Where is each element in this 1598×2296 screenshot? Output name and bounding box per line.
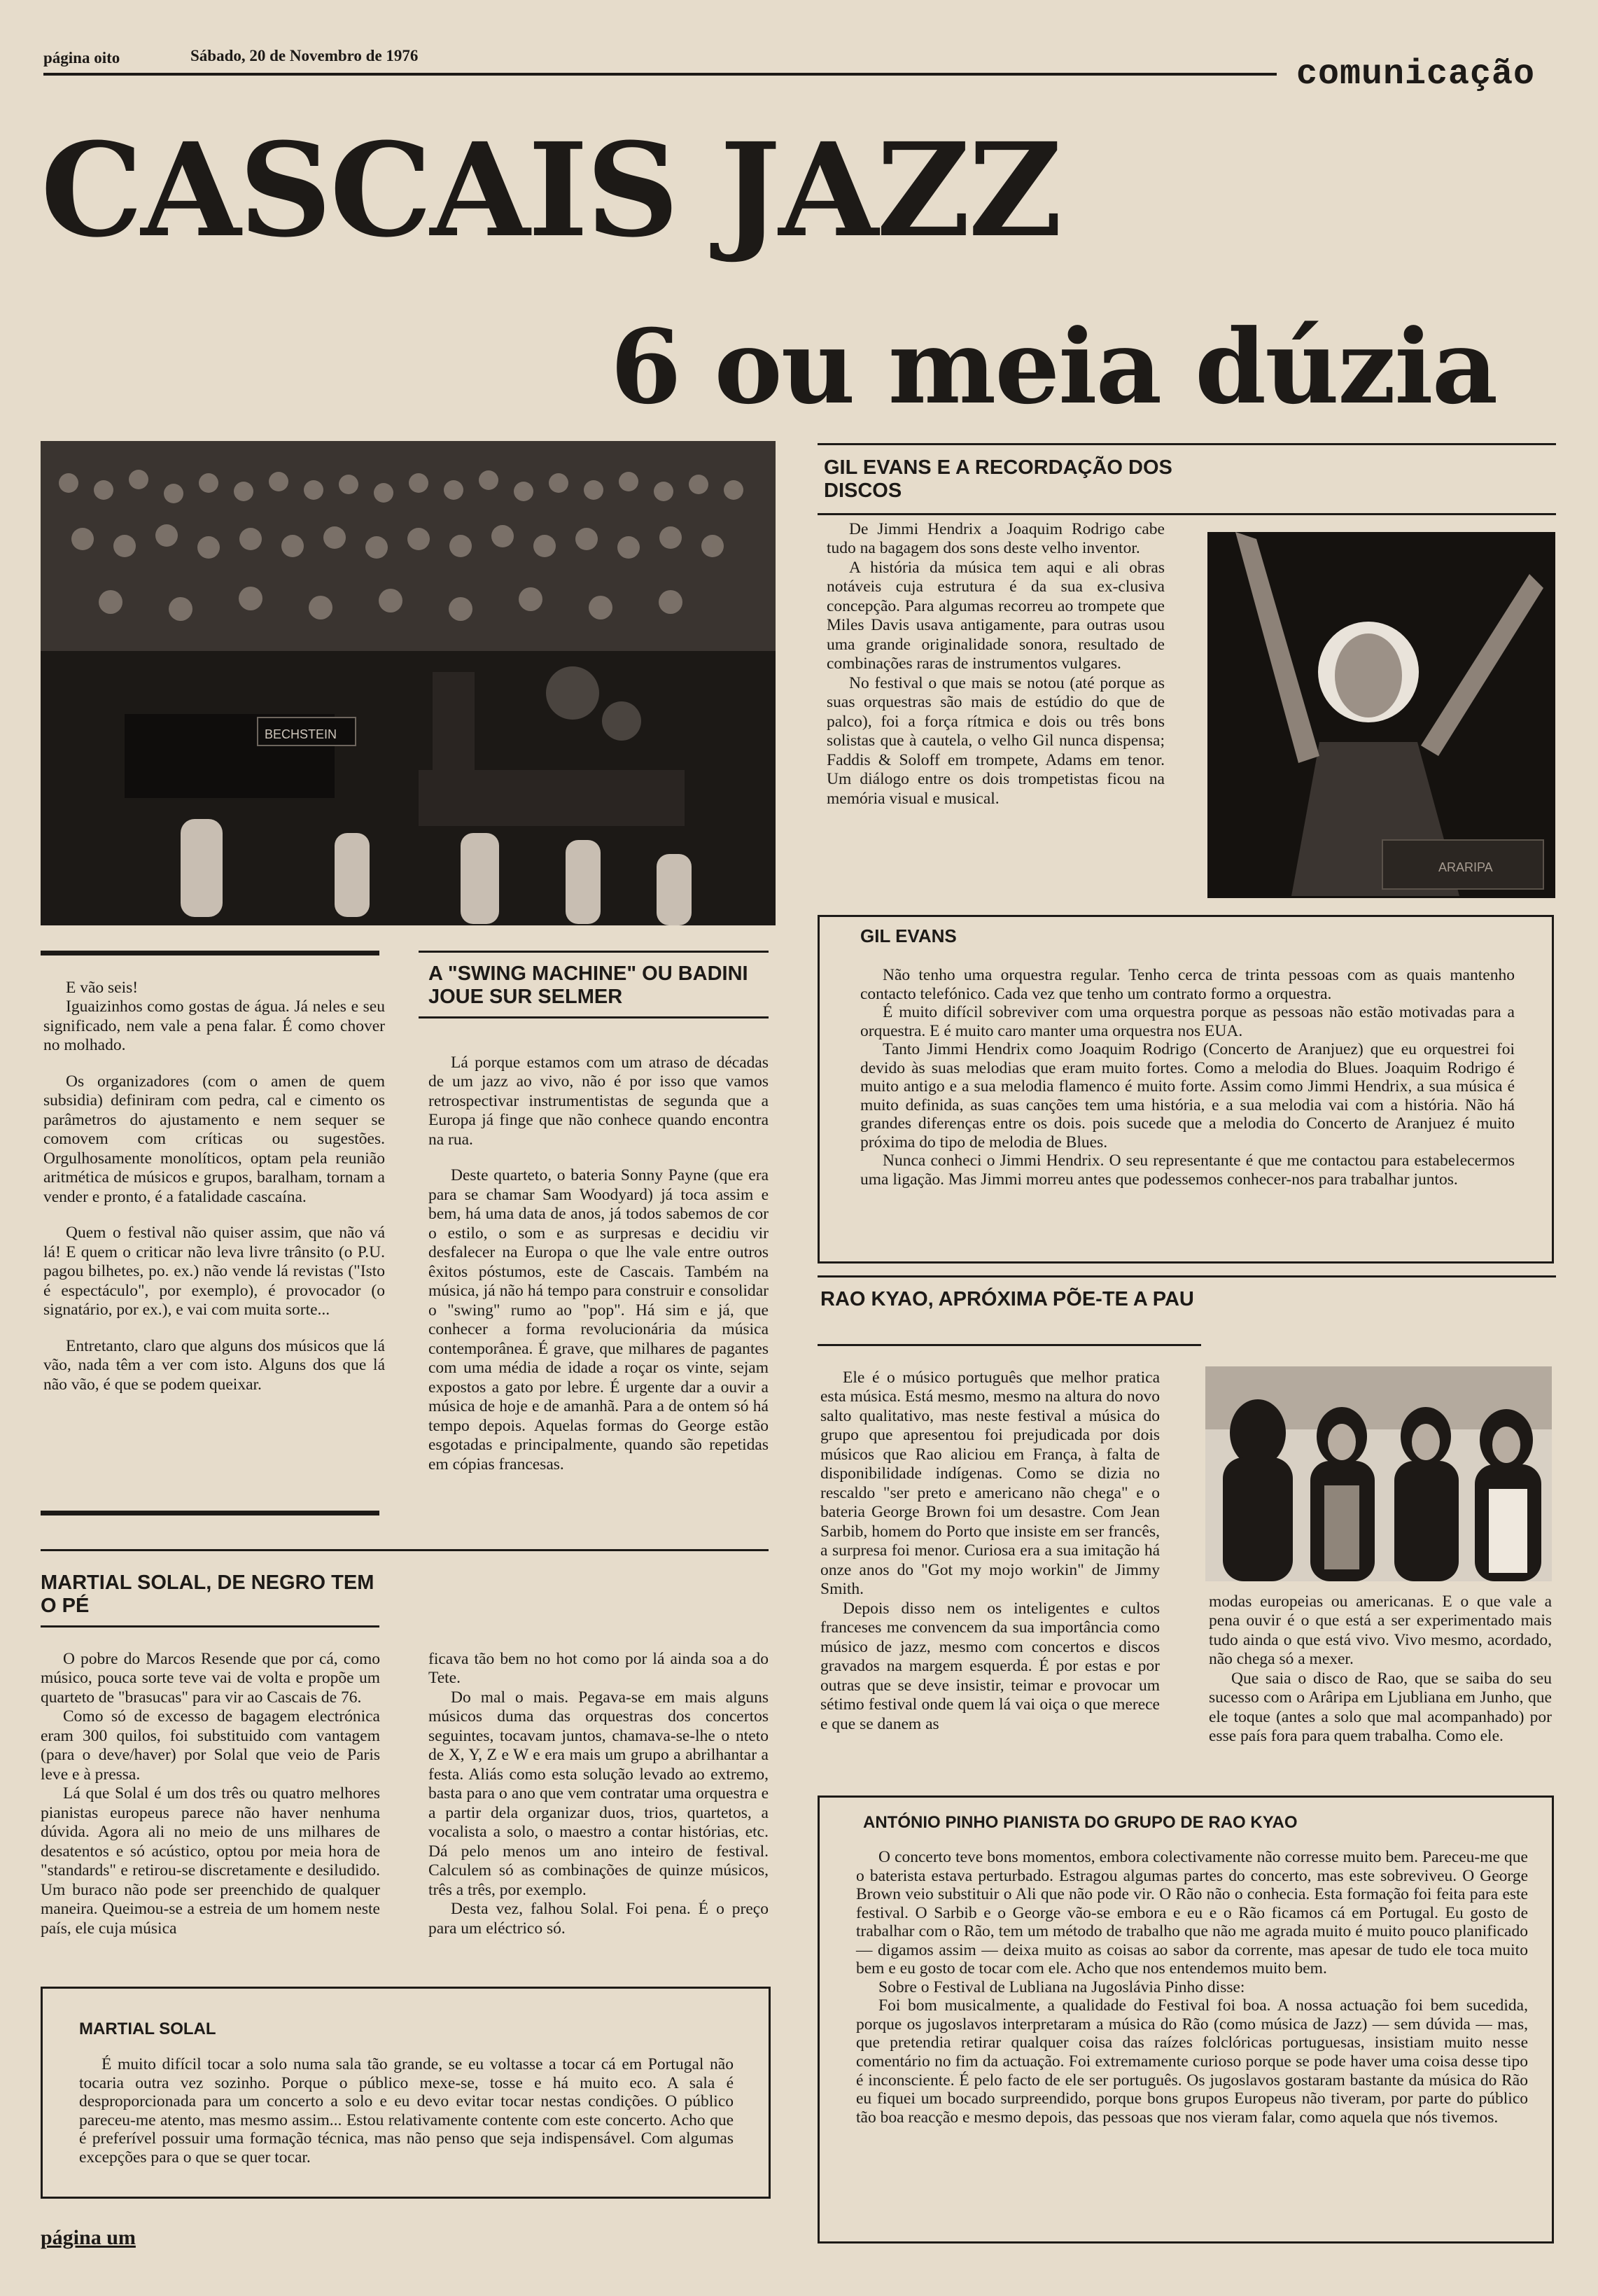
- paragraph: De Jimmi Hendrix a Joaquim Rodrigo cabe tudo na bagagem dos sons deste velho inventor.: [827, 520, 1165, 558]
- headline-line1: CASCAIS JAZZ: [41, 115, 1060, 266]
- paragraph: Iguaizinhos como gostas de água. Já neles e seu significado, nem vale a pena falar. É como chover no molhado.: [43, 997, 385, 1055]
- paragraph: Nunca conheci o Jimmi Hendrix. O seu representante é que me contactou para estabelecermos uma ligação. Mas Jimmi morreu antes que podessemos conhecer-nos para trabalhar juntos.: [860, 1152, 1515, 1189]
- intro-top-rule: [41, 951, 379, 955]
- gil-evans-photo: [1207, 532, 1555, 898]
- gil-evans-interview-box: [818, 915, 1554, 1264]
- issue-date: Sábado, 20 de Novembro de 1976: [190, 47, 419, 64]
- rao-article-continuation: [1209, 1592, 1552, 1746]
- solal-article-col2: [428, 1650, 769, 1938]
- swing-top-rule: [419, 951, 769, 953]
- box-body: [79, 2055, 734, 2166]
- piano-brand-label: BECHSTEIN: [265, 727, 337, 741]
- rao-article-title: RAO KYAO, APRÓXIMA PÕE-TE A PAU: [820, 1288, 1194, 1310]
- martial-solal-interview-box: [41, 1987, 771, 2199]
- rao-kyao-group-photo: [1205, 1366, 1552, 1581]
- paragraph: Depois disso nem os inteligentes e cultos franceses me convencem da sua importância como músico de jazz, mesmo com concertos e discos gravados na margem esquerda. É por estas e por outras que se deve insistir, teimar e provocar um sétimo festival onde quem lá vai oiça o que merece e que se danem as: [820, 1599, 1160, 1733]
- paragraph: Lá porque estamos com um atraso de décadas de um jazz ao vivo, não é por isso que vamos retrospectivar instrumentistas de segunda que a Europa já finge que não conhece quando encontra na rua.: [428, 1054, 769, 1149]
- solal-article-col1: [41, 1650, 380, 1938]
- paragraph: ficava tão bem no hot como por lá ainda soa a do Tete.: [428, 1650, 769, 1688]
- amp-label: ARARIPA: [1438, 860, 1493, 874]
- solal-title-rule: [41, 1625, 379, 1628]
- paragraph: Não tenho uma orquestra regular. Tenho cerca de trinta pessoas com as quais mantenho contacto telefónico. Cada vez que tenho um contrato formo a orquestra.: [860, 966, 1515, 1003]
- paragraph: Que saia o disco de Rao, que se saiba do seu sucesso com o Arâripa em Ljubliana em Junho, que ele toque (antes a solo que mal acompanhado) por esse país fora para quem trabalha. Como ele.: [1209, 1669, 1552, 1746]
- intro-body: [43, 979, 385, 1394]
- rao-article-body: [820, 1368, 1160, 1734]
- paragraph: Lá que Solal é um dos três ou quatro melhores pianistas europeus parece não haver nenhuma dúvida. Agora ali no meio de uns milhares de desatentos e só acústico, optou por meia hora de "standards" e retirou-se discretamente e desiludido. Um buraco não pode ser preenchido de qualquer maneira. Queimou-se a estreia de um homem neste país, ele cuja música: [41, 1784, 380, 1938]
- paragraph: Entretanto, claro que alguns dos músicos que lá vão, nada têm a ver com isto. Alguns dos que lá não vão, é que se podem queixar.: [43, 1336, 385, 1394]
- box-body: [860, 966, 1515, 1189]
- intro-bottom-rule: [41, 1511, 379, 1516]
- gil-top-rule: [818, 443, 1556, 445]
- paragraph: A história da música tem aqui e ali obras notáveis cuja estrutura é da sua ex-clusiva concepção. Para algumas recorreu ao trompete que Miles Davis usava antigamente, para outras usou uma grande originalidade sonora, resultado de combinações raras de instrumentos vulgares.: [827, 558, 1165, 673]
- headline-line2: 6 ou meia dúzia: [610, 307, 1497, 427]
- gil-title-rule: [818, 513, 1556, 515]
- paragraph: Sobre o Festival de Lubliana na Jugoslávia Pinho disse:: [878, 1977, 1245, 1996]
- concert-photo: [41, 441, 776, 925]
- paragraph: Desta vez, falhou Solal. Foi pena. É o preço para um eléctrico só.: [428, 1900, 769, 1938]
- box-title: ANTÓNIO PINHO PIANISTA DO GRUPO DE RAO KYAO: [863, 1813, 1298, 1832]
- footer-page-label: página um: [41, 2226, 136, 2249]
- paragraph: Tanto Jimmi Hendrix como Joaquim Rodrigo (Concerto de Aranjuez) que eu orquestrei foi devido às suas melodias que eram muito fortes. Como a melodia do Blues. Joaquim Rodrigo é muito antigo e a sua melodia flamenco é muito forte. Assim como Jimmi Hendrix, a sua música é muito definida, as suas canções tem uma história, e a sua melodia vai com a história. Não há grandes diferenças entre os dois. pois sucede que a melodia do Concerto de Aranjuez é muito próxima do tipo de melodia de Blues.: [860, 1040, 1515, 1152]
- header-rule: [43, 73, 1277, 76]
- box-body: [856, 1848, 1528, 2127]
- paragraph: O concerto teve bons momentos, embora colectivamente não corresse muito bem. Pareceu-me que o baterista estava perturbado. Estragou algumas partes do concerto, mas este sobreviveu. O George Brown veio substituir o Ali que não pode vir. O Rão não o conhecia. Esta formação foi feita para este festival. O Sarbib e o George vão-se embora e eu e o Rão ficamos cá em Portugal. Eu gosto de trabalhar com o Rão, tem um método de trabalho que não me agrada muito é muito pouco planificado — digamos assim — deixa muito as coisas ao sabor da corrente, mas apesar de tudo ele toca muito bem e eu gosto de tocar com ele. Acho que nos entendemos muito bem.: [856, 1848, 1528, 1978]
- box-title: MARTIAL SOLAL: [79, 2019, 216, 2038]
- paragraph: Os organizadores (com o amen de quem subsidia) definiram com pedra, cal e cimento os parâmetros do ajustamento e nem sequer se comovem com críticas ou sugestões. Orgulhosamente monolíticos, optam pela reunião aritmética de músicos e grupos, baralham, tornam a vender e pronto, é a fatalidade cascaína.: [43, 1072, 385, 1206]
- paragraph: Foi bom musicalmente, a qualidade do Festival foi boa. A nossa actuação foi bem sucedida, porque os jugoslavos interpretaram a música do Rão (como música de Jazz) — sem dúvida — mas, que pretendia retirar qualquer coisa das raízes folclóricas portuguesas, insistiam muito nesse comentário no fim da actuação. Foi extremamente curioso porque se pode haver uma coisa desse tipo é inconsciente. É pelo facto de ele ser português. Os jugoslavos gostaram bastante da música do Rão eu fiquei um bocado surpreendido, porque bons grupos Europeus não tiveram, por parte do público tão boa reacção e mesmo depois, das pessoas que nos vieram falar, como aquela que nós tivemos.: [856, 1996, 1528, 2127]
- paragraph: É muito difícil tocar a solo numa sala tão grande, se eu voltasse a tocar cá em Portugal não tocaria outra vez sozinho. Porque o público mexe-se, tosse e há muito eco. A sala é desproporcionada para um concerto a solo e eu devo evitar tocar nestas condições. O público pareceu-me atento, mas mesmo assim... Estou relativamente contente com este concerto. Acho que é preferível possuir uma formação técnica, mas não penso que seja indispensável. Com algumas excepções para o que se quer tocar.: [79, 2055, 734, 2166]
- paragraph: E vão seis!: [66, 979, 139, 997]
- paragraph: Como só de excesso de bagagem electrónica eram 300 quilos, foi substituido com vantagem (para o deve/haver) por Solal que veio de Paris leve e à pressa.: [41, 1707, 380, 1784]
- paragraph: modas europeias ou americanas. E o que vale a pena ouvir é o que está a ser experimentado mais tudo ainda o que está vivo. Vivo mesmo, acordado, não chega só a mexer.: [1209, 1592, 1552, 1669]
- swing-title-rule: [419, 1016, 769, 1018]
- gil-article-title: GIL EVANS E A RECORDAÇÃO DOS DISCOS: [824, 456, 1172, 503]
- paragraph: Do mal o mais. Pegava-se em mais alguns músicos duma das orquestras dos concertos seguintes, tocavam juntos, chamava-se-lhe o nteto de X, Y, Z e W e era mais um grupo a abrilhantar a festa. Aliás como esta solução levado ao extremo, basta para o ano que vem contratar uma orquestra e a partir dela organizar duos, trios, quartetos, a vocalista a solo, o maestro a contar histórias, etc. Dá pelo menos um ano inteiro de festival. Calculem só as combinações de quinze músicos, três a três, por exemplo.: [428, 1688, 769, 1899]
- gil-article-body: [827, 520, 1165, 808]
- swing-article-title: A "SWING MACHINE" OU BADINI JOUE SUR SELMER: [428, 962, 748, 1009]
- antonio-pinho-interview-box: [818, 1795, 1554, 2244]
- paragraph: O pobre do Marcos Resende que por cá, como músico, pouca sorte teve vai de volta e propõe um quarteto de "brasucas" para vir ao Cascais de 76.: [41, 1650, 380, 1707]
- paragraph: É muito difícil sobreviver com uma orquestra porque as pessoas não estão motivadas para a orquestra. E é muito caro manter uma orquestra nos EUA.: [860, 1003, 1515, 1040]
- box-title: GIL EVANS: [860, 925, 957, 946]
- paragraph: Ele é o músico português que melhor pratica esta música. Está mesmo, mesmo na altura do novo salto qualitativo, mas neste festival a música do grupo que apresentou foi prejudicada por dois músicos que Rao aliciou em França, à falta de disponibilidade indígenas. Como se dizia no rescaldo "ser preto e americano não chega" e o bateria George Brown foi um desastre. Com Jean Sarbib, homem do Porto que insiste em ser francês, a surpresa foi menor. Curiosa era a sua imitação há onze anos do "Got my mojo workin" de Jimmy Smith.: [820, 1368, 1160, 1599]
- solal-article-title: MARTIAL SOLAL, DE NEGRO TEM O PÉ: [41, 1572, 374, 1618]
- rao-top-rule: [818, 1275, 1556, 1278]
- solal-top-rule: [41, 1549, 769, 1551]
- paragraph: Quem o festival não quiser assim, que não vá lá! E quem o criticar não leva livre trânsito (o P.U. pagou bilhetes, po. ex.) não vende lá revistas ("Isto é espectáculo", por exemplo), é provocador (o signatário, por ex.), e vai com muita sorte...: [43, 1224, 385, 1320]
- paragraph: No festival o que mais se notou (até porque as suas orquestras são mais de estúdio do que de palco), foi a força rítmica e dois ou três bons solistas que à cautela, o velho Gil nunca dispensa; Faddis & Soloff em trompete, Adams em tenor. Um diálogo entre os dois trompetistas ficou na memória visual e musical.: [827, 673, 1165, 808]
- rao-title-rule: [818, 1344, 1201, 1346]
- swing-article-body: [428, 1054, 769, 1474]
- page-number-label: página oito: [43, 49, 120, 66]
- section-label: comunicação: [1296, 55, 1536, 94]
- paragraph: Deste quarteto, o bateria Sonny Payne (que era para se chamar Sam Woodyard) já toca assim e bem, há uma data de anos, já todos sabemos de cor o estilo, o som e as surpresas e decidiu vir desfalecer na Europa o que lhe vale entre outros êxitos póstumos, este de Cascais. Também na música, já não há tempo para construir e consolidar o "swing" rumo ao "pop". Há sim e já, que conhecer a forma revolucionária da música contemporânea. É grave, que milhares de pagantes com uma média de idade a roçar os vinte, sejam expostos a gato por lebre. É urgente dar a ouvir a música de hoje e de amanhã. Para a de ontem só há tempo depois. Aquelas formas do George estão esgotadas e principalmente, quando são repetidas em cópias francesas.: [428, 1166, 769, 1474]
